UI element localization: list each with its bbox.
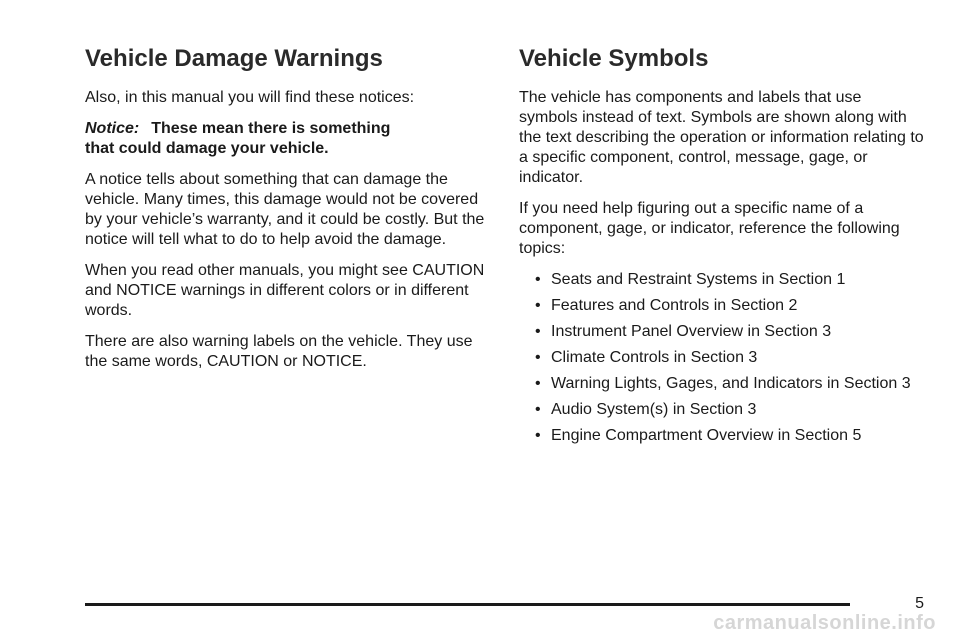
body-paragraph: If you need help figuring out a specific name of a component, gage, or indicator, reference the following topics: — [519, 200, 900, 257]
footer-rule — [85, 603, 850, 606]
bullet-icon: • — [535, 375, 541, 392]
list-item-text: Climate Controls in Section 3 — [551, 349, 758, 366]
list-item-text: Seats and Restraint Systems in Section 1 — [551, 271, 846, 288]
body-paragraph: There are also warning labels on the vehicle. They use the same words, CAUTION or NOTICE. — [85, 333, 473, 370]
list-item — [519, 348, 924, 368]
list-item — [519, 374, 924, 394]
section-heading-vehicle-symbols: Vehicle Symbols — [519, 45, 709, 72]
topics-list — [519, 270, 924, 446]
page-number: 5 — [915, 595, 924, 612]
list-item — [519, 296, 924, 316]
list-item-text: Engine Compartment Overview in Section 5 — [551, 427, 862, 444]
intro-paragraph: Also, in this manual you will find these notices: — [85, 89, 415, 106]
left-column — [85, 44, 495, 383]
list-item — [519, 270, 924, 290]
notice-text-line2: that could damage your vehicle. — [85, 140, 329, 157]
watermark: carmanualsonline.info — [713, 612, 936, 634]
notice-text-line1: These mean there is something — [151, 120, 391, 137]
bullet-icon: • — [535, 323, 541, 340]
body-paragraph: The vehicle has components and labels that use symbols instead of text. Symbols are shown along with the text describing the operation or information relating to a specific component, control, message, gage, or indicator. — [519, 89, 924, 186]
notice-block — [85, 119, 495, 159]
section-heading-damage-warnings: Vehicle Damage Warnings — [85, 45, 383, 72]
list-item-text: Warning Lights, Gages, and Indicators in Section 3 — [551, 375, 911, 392]
bullet-icon: • — [535, 401, 541, 418]
bullet-icon: • — [535, 297, 541, 314]
bullet-icon: • — [535, 271, 541, 288]
list-item — [519, 400, 924, 420]
bullet-icon: • — [535, 427, 541, 444]
right-column — [519, 44, 924, 452]
list-item — [519, 426, 924, 446]
list-item-text: Instrument Panel Overview in Section 3 — [551, 323, 832, 340]
list-item-text: Audio System(s) in Section 3 — [551, 401, 757, 418]
bullet-icon: • — [535, 349, 541, 366]
list-item-text: Features and Controls in Section 2 — [551, 297, 798, 314]
body-paragraph: A notice tells about something that can damage the vehicle. Many times, this damage would not be covered by your vehicle’s warranty, and it could be costly. But the notice will tell what to do to help avoid the damage. — [85, 171, 485, 248]
list-item — [519, 322, 924, 342]
notice-label: Notice: — [85, 120, 140, 137]
body-paragraph: When you read other manuals, you might see CAUTION and NOTICE warnings in different colors or in different words. — [85, 262, 485, 319]
